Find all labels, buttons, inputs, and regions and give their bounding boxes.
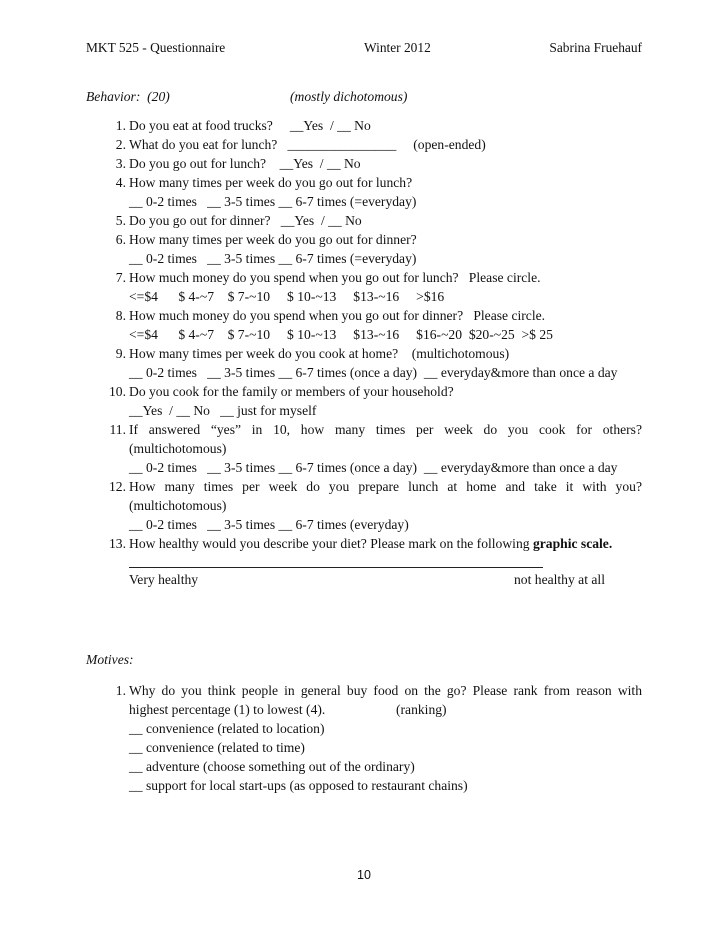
item-text: <=$4 $ 4-~7 $ 7-~10 $ 10-~13 $13-~16 >$16 bbox=[129, 289, 445, 304]
item-text: How much money do you spend when you go out for dinner? Please circle. bbox=[129, 308, 546, 323]
question-13-bold-text: graphic scale. bbox=[532, 536, 613, 551]
item-number: 12. bbox=[109, 479, 126, 494]
scale-label-right: not healthy at all bbox=[514, 572, 605, 587]
header-course-title: MKT 525 - Questionnaire bbox=[86, 40, 226, 55]
header-author: Sabrina Fruehauf bbox=[549, 40, 642, 55]
item-number: 5. bbox=[115, 213, 126, 228]
item-text: __ 0-2 times __ 3-5 times __ 6-7 times (=everyday) bbox=[129, 194, 417, 209]
item-number: 4. bbox=[115, 175, 126, 190]
item-number: 13. bbox=[109, 536, 126, 551]
page-number: 10 bbox=[357, 868, 371, 882]
question-13-text: How healthy would you describe your diet? Please mark on the following bbox=[129, 536, 533, 551]
behavior-heading: Behavior: (20) bbox=[86, 89, 170, 104]
list-item: __ convenience (related to time) bbox=[129, 740, 305, 755]
question-11-note: (multichotomous) bbox=[129, 441, 227, 456]
item-text: Do you cook for the family or members of your household? bbox=[129, 384, 454, 399]
list-item: __ convenience (related to location) bbox=[129, 721, 325, 736]
item-text: <=$4 $ 4-~7 $ 7-~10 $ 10-~13 $13-~16 $16-~20 $20-~25 >$ 25 bbox=[129, 327, 553, 342]
item-text: If answered “yes” in 10, how many times per week do you cook for others? bbox=[129, 422, 642, 437]
item-text: How many times per week do you go out for lunch? bbox=[129, 175, 413, 190]
item-text: Do you eat at food trucks? __Yes / __ No bbox=[129, 118, 371, 133]
motives-heading: Motives: bbox=[86, 652, 134, 667]
item-number: 2. bbox=[115, 137, 126, 152]
item-text bbox=[129, 536, 642, 552]
item-number: 1. bbox=[115, 118, 126, 133]
item-text: How much money do you spend when you go out for lunch? Please circle. bbox=[129, 270, 541, 285]
item-number: 6. bbox=[115, 232, 126, 247]
header-term: Winter 2012 bbox=[364, 40, 431, 55]
motives-question-1-note: (ranking) bbox=[396, 702, 447, 717]
question-12-note: (multichotomous) bbox=[129, 498, 227, 513]
graphic-scale-line[interactable] bbox=[129, 567, 543, 568]
item-number: 7. bbox=[115, 270, 126, 285]
item-text: Why do you think people in general buy food on the go? Please rank from reason with bbox=[129, 683, 642, 698]
item-number: 10. bbox=[109, 384, 126, 399]
item-text: How many times per week do you prepare lunch at home and take it with you? bbox=[129, 479, 642, 494]
item-text: __Yes / __ No __ just for myself bbox=[129, 403, 317, 418]
item-text: Do you go out for dinner? __Yes / __ No bbox=[129, 213, 362, 228]
scale-label-left: Very healthy bbox=[129, 572, 199, 587]
item-number: 3. bbox=[115, 156, 126, 171]
item-text: How many times per week do you cook at home? (multichotomous) bbox=[129, 346, 510, 361]
item-number: 9. bbox=[115, 346, 126, 361]
question-11-options: __ 0-2 times __ 3-5 times __ 6-7 times (once a day) __ everyday&more than once a day bbox=[129, 460, 618, 475]
list-item: __ adventure (choose something out of the ordinary) bbox=[129, 759, 415, 774]
motives-question-1-line2: highest percentage (1) to lowest (4). bbox=[129, 702, 326, 717]
item-text: __ 0-2 times __ 3-5 times __ 6-7 times (once a day) __ everyday&more than once a day bbox=[129, 365, 618, 380]
question-12-options: __ 0-2 times __ 3-5 times __ 6-7 times (everyday) bbox=[129, 517, 409, 532]
behavior-note: (mostly dichotomous) bbox=[290, 89, 408, 104]
item-number: 1. bbox=[115, 683, 126, 698]
item-number: 11. bbox=[109, 422, 126, 437]
item-text: How many times per week do you go out for dinner? bbox=[129, 232, 417, 247]
item-number: 8. bbox=[115, 308, 126, 323]
list-item: __ support for local start-ups (as opposed to restaurant chains) bbox=[129, 778, 468, 793]
item-text: __ 0-2 times __ 3-5 times __ 6-7 times (=everyday) bbox=[129, 251, 417, 266]
item-text: Do you go out for lunch? __Yes / __ No bbox=[129, 156, 361, 171]
item-text: What do you eat for lunch? ________________ (open-ended) bbox=[129, 137, 486, 152]
